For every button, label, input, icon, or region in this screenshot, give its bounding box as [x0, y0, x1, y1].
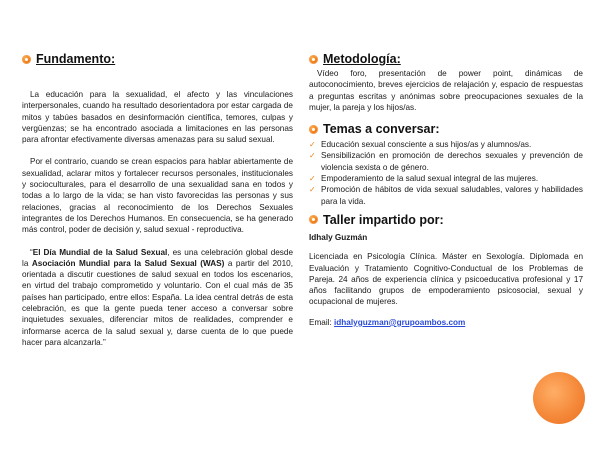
metodologia-heading: [309, 52, 583, 66]
checkmark-icon: ✓: [309, 151, 316, 161]
email-line: [309, 317, 583, 328]
decorative-orange-circle: [533, 372, 585, 424]
list-item: ✓ Sensibilización en promoción de derechos sexuales y prevención de violencia sexista o de género.: [309, 151, 583, 172]
orange-bullet-icon: [22, 55, 31, 64]
fundamento-paragraph-1: La educación para la sexualidad, el afecto y las vinculaciones interpersonales, cuando ha resultado desorientadora por estar cargada de mitos y tabúes basados en desinformación científica, temores, culpas y vergüenzas; se ha encontrado asociada a limitaciones en las personas para afrontar efectivamente diversas amenazas para su salud sexual.: [22, 90, 293, 145]
checkmark-icon: ✓: [309, 174, 316, 184]
metodologia-text: Vídeo foro, presentación de power point, dinámicas de autoconocimiento, breves ejercicios de relajación y, espacio de respuestas a preguntas escritas y anónimas sobre preocupaciones sexuales de la mujer, la pareja y los hijos/as.: [309, 69, 583, 112]
orange-bullet-icon: [309, 125, 318, 134]
fundamento-paragraph-2: Por el contrario, cuando se crean espacios para hablar abiertamente de sexualidad, aclarar mitos y fortalecer recursos personales, institucionales y socioculturales, para el desarrollo de una sexualidad sana en todos y todas a lo largo de la vida; se han visto favorecidas las personas y sus relaciones, gracias al reconocimiento de los Derechos Sexuales integrantes de los Derechos Humanos. En consecuencia, se ha generado más control, poder de decisión y, salud sexual - reproductiva.: [22, 157, 293, 235]
fundamento-paragraph-3: “El Día Mundial de la Salud Sexual, es una celebración global desde la Asociación Mundial para la Salud Sexual (WAS) a partir del 2010, orientada a discutir cuestiones de salud sexual en todos los escenarios, en virtud del trabajo comprometido y voluntario. Con el cual más de 35 países han participado, entre ellos: España. La idea central detrás de esta celebración, es que la gente pueda tener acceso a conversar sobre inquietudes sexuales, diferenciar mitos de realidades, comprender e informarse acerca de la salud sexual y, darse cuenta de lo que puede hacer para alcanzarla.”: [22, 247, 294, 347]
presenter-bio: Licenciada en Psicología Clínica. Máster en Sexología. Diplomada en Evaluación y Tratamiento Cognitivo-Conductual de los Problemas de Pareja. 24 años de experiencia clínica y psicoeducativa profesional y 17 años facilitando grupos de empoderamiento psicosocial, sexual y ocupacional de mujeres.: [309, 252, 583, 307]
orange-bullet-icon: [309, 55, 318, 64]
temas-title: Temas a conversar:: [323, 122, 440, 137]
checkmark-icon: ✓: [309, 185, 316, 195]
was-name: Asociación Mundial para la Salud Sexual (WAS): [31, 258, 225, 268]
taller-title: Taller impartido por:: [323, 212, 444, 227]
orange-bullet-icon: [309, 215, 318, 224]
presenter-name: Idhaly Guzmán: [309, 232, 368, 242]
fundamento-title: Fundamento:: [36, 52, 116, 66]
taller-heading: [309, 213, 583, 227]
list-item: ✓ Promoción de hábitos de vida sexual saludables, valores y habilidades para la vida.: [309, 185, 583, 206]
left-column: [22, 52, 293, 348]
list-item: ✓ Educación sexual consciente a sus hijos/as y alumnos/as.: [309, 140, 532, 150]
email-label: Email:: [309, 317, 332, 327]
temas-list: [309, 139, 583, 207]
temas-heading: [309, 122, 583, 136]
fundamento-heading: [22, 52, 293, 66]
list-item: ✓ Empoderamiento de la salud sexual integral de las mujeres.: [309, 174, 539, 184]
fundamento-body: [22, 89, 293, 348]
metodologia-title: Metodología:: [323, 52, 401, 66]
world-day-name: El Día Mundial de la Salud Sexual: [32, 247, 168, 257]
right-column: [309, 52, 583, 328]
checkmark-icon: ✓: [309, 140, 316, 150]
email-link[interactable]: idhalyguzman@grupoambos.com: [334, 317, 466, 327]
